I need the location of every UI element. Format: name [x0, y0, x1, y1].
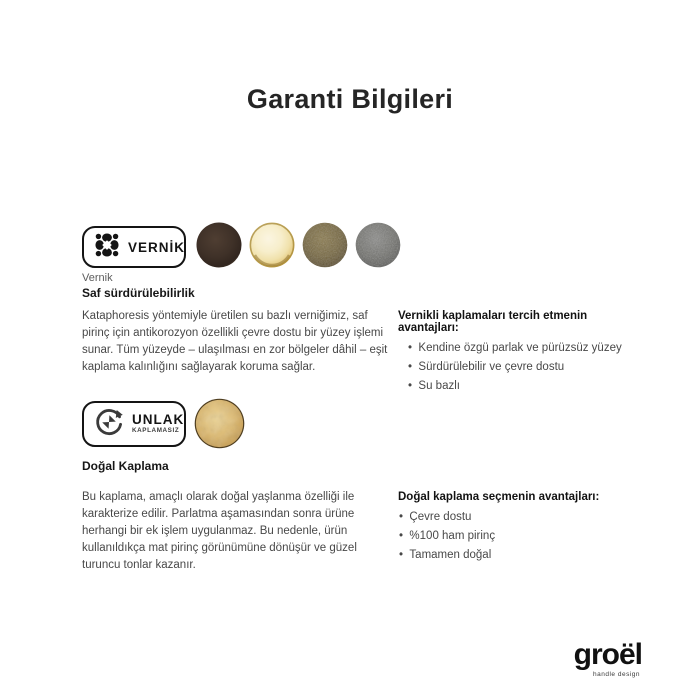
dogal-advantages	[398, 491, 630, 565]
dogal-swatch-row	[194, 398, 245, 449]
unlak-badge-sublabel: KAPLAMASIZ	[132, 426, 180, 434]
vernik-badge-label: VERNİK	[128, 239, 186, 255]
vernik-advantages	[398, 310, 630, 396]
brand-logo-tagline: handle design	[593, 671, 640, 678]
dogal-advantages-title: Doğal kaplama seçmenin avantajları:	[398, 491, 600, 503]
list-item: • Su bazlı	[408, 377, 630, 396]
paint-splash-icon	[93, 231, 121, 264]
vernik-advantages-list	[398, 339, 630, 396]
list-item: • Kendine özgü parlak ve pürüzsüz yüzey	[408, 339, 630, 358]
brand-logo	[574, 640, 642, 678]
swatch-raw-brass	[194, 398, 245, 449]
unlak-badge-label: UNLAK	[132, 412, 185, 428]
list-item: • Çevre dostu	[399, 508, 630, 527]
swatch-polished-brass	[249, 222, 295, 268]
dogal-advantages-list	[398, 508, 630, 565]
swatch-dark-bronze	[196, 222, 242, 268]
natural-aging-cycle-icon	[93, 406, 125, 443]
dogal-body-text: Bu kaplama, amaçlı olarak doğal yaşlanma özelliği ile karakterize edilir. Parlatma aşamasından sonra ürüne herhangi bir ek işlem uygulanmaz. Bu nedenle, ürün kullanıldıkça mat pirinç görünümüne dönüşür ve güzel turuncu tonlar kazanır.	[82, 491, 357, 571]
vernik-swatch-row	[196, 222, 401, 268]
list-item: • %100 ham pirinç	[399, 527, 630, 546]
swatch-antique-silver	[355, 222, 401, 268]
vernik-heading: Saf sürdürülebilirlik	[82, 286, 195, 300]
list-item: • Tamamen doğal	[399, 546, 630, 565]
vernik-body-text: Kataphoresis yöntemiyle üretilen su bazlı verniğimiz, saf pirinç için antikorozyon özellikli çevre dostu bir yüzey işlemi sunar. Tüm yüzeyde – ulaşılması en zor bölgeler dâhil – eşit kaplama kalınlığını sağlayarak koruma sağlar.	[82, 310, 388, 373]
dogal-heading: Doğal Kaplama	[82, 459, 169, 473]
vernik-advantages-title: Vernikli kaplamaları tercih etmenin avantajları:	[398, 310, 588, 334]
brand-logo-text: groël	[573, 638, 642, 671]
page-title: Garanti Bilgileri	[246, 84, 454, 114]
swatch-antique-brass	[302, 222, 348, 268]
vernik-badge	[82, 226, 186, 268]
list-item: • Sürdürülebilir ve çevre dostu	[408, 358, 630, 377]
unlak-badge	[82, 401, 186, 447]
vernik-eyebrow: Vernik	[82, 272, 113, 284]
